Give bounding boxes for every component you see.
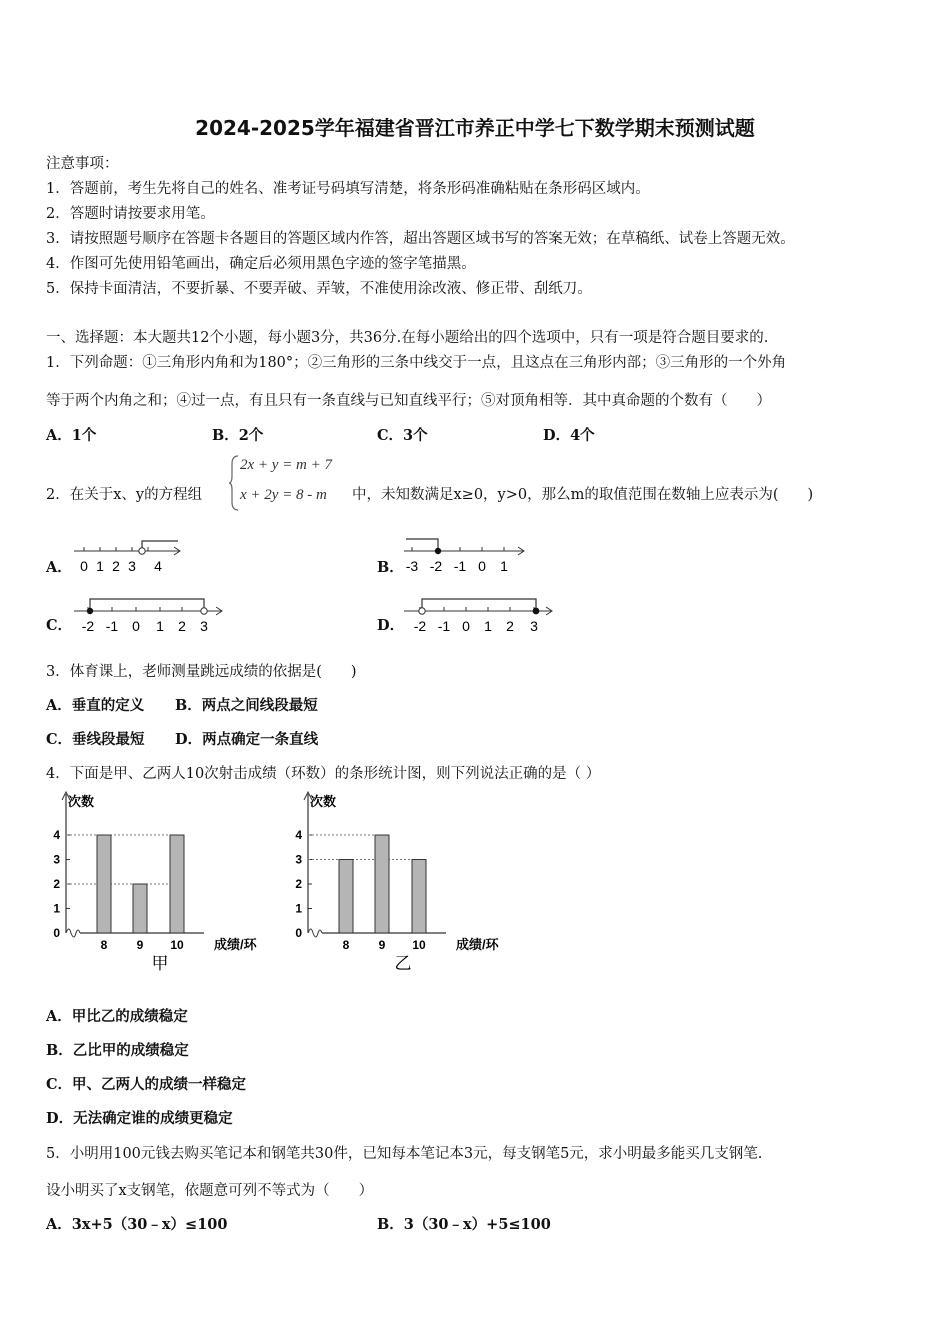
q1-option-b: B．2个 (212, 427, 264, 444)
x-axis-label: 成绩/环 (214, 937, 257, 952)
q3-option-b: B．两点之间线段最短 (175, 697, 318, 714)
tick-label: 0 (132, 618, 140, 634)
tick-label: -2 (81, 618, 95, 634)
tick-label: 2 (506, 618, 514, 634)
q2-stem-prefix: 2．在关于x、y的方程组 (46, 487, 203, 503)
equation-1: 2x + y = m + 7 (240, 457, 333, 473)
bar (170, 835, 184, 933)
q3-stem: 3．体育课上，老师测量跳远成绩的依据是( ) (46, 664, 357, 680)
q1-option-d: D．4个 (543, 427, 595, 444)
tick-label: -2 (429, 558, 443, 574)
open-endpoint (419, 608, 425, 614)
y-tick-label: 1 (53, 901, 60, 916)
q3-option-d: D．两点确定一条直线 (175, 731, 319, 748)
q4-option-b: B．乙比甲的成绩稳定 (46, 1042, 189, 1059)
q3-option-c: C．垂线段最短 (46, 731, 145, 748)
x-tick-label: 9 (378, 938, 386, 952)
page-title: 2024-2025学年福建省晋江市养正中学七下数学期末预测试题 (195, 116, 755, 140)
q4-stem: 4．下面是甲、乙两人10次射击成绩（环数）的条形统计图，则下列说法正确的是（ ） (46, 766, 601, 782)
tick-label: 1 (484, 618, 492, 634)
q1-option-c: C．3个 (377, 427, 428, 444)
bar-chart-jia (44, 790, 274, 980)
bar (133, 884, 147, 933)
x-tick-label: 8 (100, 938, 108, 952)
y-tick-label: 3 (295, 852, 302, 867)
tick-label: 0 (80, 558, 88, 574)
notice-heading: 注意事项： (46, 156, 119, 172)
tick-label: 0 (478, 558, 486, 574)
q5-option-a: A．3x+5（30﹣x）≤100 (46, 1216, 228, 1233)
number-line-b (400, 535, 530, 577)
chart-title: 乙 (394, 954, 412, 973)
y-tick-label: 0 (295, 926, 302, 940)
tick-label: 3 (200, 618, 208, 634)
y-tick-label: 0 (53, 926, 60, 940)
notice-item: 4．作图可先使用铅笔画出，确定后必须用黑色字迹的签字笔描黑。 (46, 256, 476, 272)
bar (412, 860, 426, 934)
q1-stem-line1: 1．下列命题：①三角形内角和为180°；②三角形的三条中线交于一点，且这点在三角形内部；③三角形的一个外角 (46, 355, 787, 371)
closed-endpoint (87, 608, 93, 614)
axis-break (66, 929, 80, 937)
q2-option-b-label: B． (377, 559, 404, 576)
tick-label: -3 (405, 558, 419, 574)
tick-label: 1 (156, 618, 164, 634)
tick-label: 3 (128, 558, 136, 574)
axis-break (308, 929, 322, 937)
q2-stem-suffix: 中，未知数满足x≥0，y>0，那么m的取值范围在数轴上应表示为( ) (352, 487, 814, 503)
q5-stem-line1: 5．小明用100元钱去购买笔记本和钢笔共30件，已知每本笔记本3元，每支钢笔5元，求小明最多能买几支钢笔. (46, 1146, 763, 1162)
y-tick-label: 1 (295, 901, 302, 916)
q4-option-a: A．甲比乙的成绩稳定 (46, 1008, 188, 1025)
tick-label: 2 (178, 618, 186, 634)
tick-label: -1 (437, 618, 451, 634)
tick-label: 0 (462, 618, 470, 634)
bar (339, 860, 353, 934)
y-tick-label: 2 (53, 877, 60, 891)
open-endpoint (201, 608, 207, 614)
notice-item: 2．答题时请按要求用笔。 (46, 206, 215, 222)
closed-endpoint (533, 608, 540, 615)
tick-label: 2 (112, 558, 120, 574)
y-tick-label: 2 (295, 877, 302, 891)
notice-item: 1．答题前，考生先将自己的姓名、准考证号码填写清楚，将条形码准确粘贴在条形码区域内。 (46, 181, 650, 197)
q5-option-b: B．3（30﹣x）+5≤100 (377, 1216, 551, 1233)
x-tick-label: 9 (136, 938, 144, 952)
tick-label: 1 (96, 558, 104, 574)
notice-item: 5．保持卡面清洁，不要折暴、不要弄破、弄皱，不准使用涂改液、修正带、刮纸刀。 (46, 281, 592, 297)
bar (375, 835, 389, 933)
y-tick-label: 3 (53, 852, 60, 867)
number-line-d (400, 593, 560, 635)
tick-label: -2 (413, 618, 427, 634)
tick-label: 4 (154, 558, 162, 574)
tick-label: 3 (530, 618, 538, 634)
q2-option-d-label: D． (377, 617, 405, 634)
q4-option-c: C．甲、乙两人的成绩一样稳定 (46, 1076, 247, 1093)
q1-option-a: A．1个 (46, 427, 97, 444)
q3-option-a: A．垂直的定义 (46, 697, 145, 714)
section-heading: 一、选择题：本大题共12个小题，每小题3分，共36分.在每小题给出的四个选项中，只有一项是符合题目要求的. (46, 330, 769, 346)
bar (97, 835, 111, 933)
number-line-a (70, 535, 188, 577)
tick-label: -1 (453, 558, 467, 574)
x-axis-label: 成绩/环 (456, 937, 499, 952)
tick-label: -1 (105, 618, 119, 634)
equation-brace (228, 454, 240, 512)
x-tick-label: 10 (170, 938, 184, 952)
x-tick-label: 8 (342, 938, 350, 952)
q1-stem-line2: 等于两个内角之和；④过一点，有且只有一条直线与已知直线平行；⑤对顶角相等．其中真命题的个数有（ ） (46, 393, 771, 409)
chart-title: 甲 (151, 954, 169, 973)
number-line-c (70, 593, 230, 635)
bar-chart-yi (286, 790, 526, 980)
y-axis-label: 次数 (310, 794, 337, 809)
tick-label: 1 (500, 558, 508, 574)
q2-option-c-label: C． (46, 617, 73, 634)
q5-stem-line2: 设小明买了x支钢笔，依题意可列不等式为（ ） (46, 1183, 374, 1199)
y-axis-label: 次数 (68, 794, 95, 809)
equation-2: x + 2y = 8 - m (240, 487, 327, 503)
closed-endpoint (435, 548, 441, 554)
open-endpoint (139, 548, 145, 554)
q2-option-a-label: A． (46, 559, 72, 576)
y-tick-label: 4 (53, 828, 60, 842)
q4-option-d: D．无法确定谁的成绩更稳定 (46, 1110, 233, 1127)
notice-item: 3．请按照题号顺序在答题卡各题目的答题区域内作答，超出答题区域书写的答案无效；在草稿纸、试卷上答题无效。 (46, 231, 795, 247)
y-tick-label: 4 (295, 828, 302, 842)
x-tick-label: 10 (412, 938, 426, 952)
